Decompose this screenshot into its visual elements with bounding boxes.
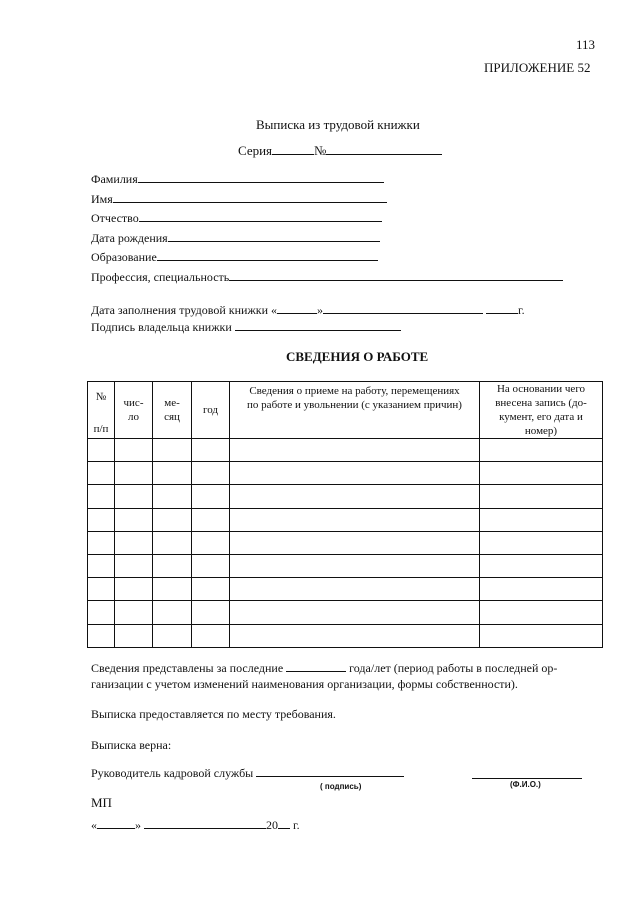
series-field[interactable] xyxy=(272,154,314,155)
owner-signature-field[interactable] xyxy=(235,330,401,331)
correct-statement: Выписка верна: xyxy=(91,738,172,752)
cell-number[interactable] xyxy=(88,554,115,577)
page-number: 113 xyxy=(576,37,596,52)
birth-date-field[interactable] xyxy=(168,241,380,242)
cell-year[interactable] xyxy=(192,578,230,601)
surname-label: Фамилия xyxy=(91,172,138,186)
profession-field[interactable] xyxy=(229,280,563,281)
period-text-middle: года/лет (период работы в последней ор- xyxy=(349,661,558,675)
col-day-label: чис- ло xyxy=(123,397,144,423)
cell-month[interactable] xyxy=(153,531,192,554)
fill-date-row xyxy=(91,303,525,318)
table-row xyxy=(88,485,603,508)
cell-year[interactable] xyxy=(192,554,230,577)
period-line-2: ганизации с учетом изменений наименования организации, формы собственности). xyxy=(91,677,518,691)
fill-date-year-suffix: г. xyxy=(518,303,525,317)
sign-date-month-field[interactable] xyxy=(144,828,266,829)
cell-day[interactable] xyxy=(115,601,153,624)
education-label: Образование xyxy=(91,250,157,264)
cell-year[interactable] xyxy=(192,531,230,554)
col-month-label: ме- сяц xyxy=(164,397,180,423)
sign-date-close-quote: » xyxy=(135,818,141,832)
profession-row xyxy=(91,270,563,285)
cell-basis[interactable] xyxy=(480,485,603,508)
sign-date-day-field[interactable] xyxy=(97,828,135,829)
table-row xyxy=(88,601,603,624)
cell-basis[interactable] xyxy=(480,601,603,624)
surname-field[interactable] xyxy=(138,182,384,183)
table-row xyxy=(88,531,603,554)
work-section-title: СВЕДЕНИЯ О РАБОТЕ xyxy=(286,349,429,364)
cell-day[interactable] xyxy=(115,554,153,577)
col-number-label: № xyxy=(95,391,107,403)
hr-signature-field[interactable] xyxy=(256,776,404,777)
cell-month[interactable] xyxy=(153,554,192,577)
cell-month[interactable] xyxy=(153,485,192,508)
cell-year[interactable] xyxy=(192,508,230,531)
fill-date-label: Дата заполнения трудовой книжки « xyxy=(91,303,277,317)
period-line-1 xyxy=(91,661,557,676)
patronymic-label: Отчество xyxy=(91,211,139,225)
cell-info[interactable] xyxy=(230,485,480,508)
cell-month[interactable] xyxy=(153,439,192,462)
cell-info[interactable] xyxy=(230,601,480,624)
cell-day[interactable] xyxy=(115,485,153,508)
cell-year[interactable] xyxy=(192,439,230,462)
fill-date-close-quote: » xyxy=(317,303,323,317)
series-number-line xyxy=(238,143,442,159)
sign-date-year-suffix: г. xyxy=(293,818,300,832)
table-row xyxy=(88,508,603,531)
col-year-header xyxy=(192,382,230,439)
cell-day[interactable] xyxy=(115,578,153,601)
cell-day[interactable] xyxy=(115,508,153,531)
sign-date-open-quote: « xyxy=(91,818,97,832)
col-day-header xyxy=(115,382,153,439)
cell-info[interactable] xyxy=(230,508,480,531)
cell-number[interactable] xyxy=(88,601,115,624)
work-history-body xyxy=(88,439,603,648)
surname-row xyxy=(91,172,384,187)
cell-info[interactable] xyxy=(230,554,480,577)
cell-basis[interactable] xyxy=(480,439,603,462)
cell-info[interactable] xyxy=(230,462,480,485)
col-month-header xyxy=(153,382,192,439)
cell-month[interactable] xyxy=(153,601,192,624)
table-header-row xyxy=(88,382,603,439)
name-label: Имя xyxy=(91,192,113,206)
cell-day[interactable] xyxy=(115,462,153,485)
cell-number[interactable] xyxy=(88,578,115,601)
cell-month[interactable] xyxy=(153,508,192,531)
cell-number[interactable] xyxy=(88,439,115,462)
birth-date-row xyxy=(91,231,380,246)
cell-day[interactable] xyxy=(115,624,153,647)
cell-basis[interactable] xyxy=(480,531,603,554)
education-field[interactable] xyxy=(157,260,378,261)
col-info-header xyxy=(230,382,480,439)
hr-head-row xyxy=(91,766,404,781)
cell-day[interactable] xyxy=(115,439,153,462)
on-demand-note: Выписка предоставляется по месту требования. xyxy=(91,707,336,721)
education-row xyxy=(91,250,378,265)
hr-fio-field[interactable] xyxy=(472,764,582,779)
cell-year[interactable] xyxy=(192,624,230,647)
fill-date-month-field[interactable] xyxy=(323,313,483,314)
patronymic-field[interactable] xyxy=(139,221,382,222)
col-number-header xyxy=(88,382,115,439)
name-row xyxy=(91,192,387,207)
cell-info[interactable] xyxy=(230,531,480,554)
fill-date-year-field[interactable] xyxy=(486,313,518,314)
profession-label: Профессия, специальность xyxy=(91,270,230,284)
patronymic-row xyxy=(91,211,382,226)
cell-day[interactable] xyxy=(115,531,153,554)
sign-date-year-field[interactable] xyxy=(278,828,290,829)
document-title: Выписка из трудовой книжки xyxy=(256,117,420,132)
cell-year[interactable] xyxy=(192,601,230,624)
cell-basis[interactable] xyxy=(480,578,603,601)
series-label: Серия xyxy=(238,143,273,158)
col-basis-header xyxy=(480,382,603,439)
cell-number[interactable] xyxy=(88,485,115,508)
cell-info[interactable] xyxy=(230,624,480,647)
number-field[interactable] xyxy=(326,154,442,155)
table-row xyxy=(88,554,603,577)
cell-basis[interactable] xyxy=(480,462,603,485)
sign-date-year-prefix: 20 xyxy=(266,818,278,832)
table-row xyxy=(88,624,603,647)
cell-month[interactable] xyxy=(153,462,192,485)
cell-month[interactable] xyxy=(153,578,192,601)
name-field[interactable] xyxy=(113,202,387,203)
period-text-start: Сведения представлены за последние xyxy=(91,661,284,675)
cell-info[interactable] xyxy=(230,578,480,601)
sign-date-row xyxy=(91,818,300,833)
signature-caption: ( подпись) xyxy=(320,782,362,791)
fill-date-day-field[interactable] xyxy=(277,313,317,314)
col-year-label: год xyxy=(202,404,219,416)
cell-number[interactable] xyxy=(88,531,115,554)
col-basis-label: На основании чего внесена запись (до- кумент, его дата и номер) xyxy=(495,383,587,437)
col-number-sublabel: п/п xyxy=(93,423,109,435)
col-info-label: Сведения о приеме на работу, перемещениях по работе и увольнении (с указанием причин) xyxy=(247,385,462,411)
cell-year[interactable] xyxy=(192,462,230,485)
stamp-label: МП xyxy=(91,795,112,810)
cell-number[interactable] xyxy=(88,508,115,531)
table-row xyxy=(88,578,603,601)
owner-signature-label: Подпись владельца книжки xyxy=(91,320,232,334)
cell-basis[interactable] xyxy=(480,624,603,647)
period-years-field[interactable] xyxy=(286,671,346,672)
cell-number[interactable] xyxy=(88,462,115,485)
table-row xyxy=(88,439,603,462)
owner-signature-row xyxy=(91,320,401,335)
hr-head-label: Руководитель кадровой службы xyxy=(91,766,254,780)
cell-year[interactable] xyxy=(192,485,230,508)
number-label: № xyxy=(314,143,327,158)
cell-basis[interactable] xyxy=(480,508,603,531)
cell-basis[interactable] xyxy=(480,554,603,577)
fio-caption: (Ф.И.О.) xyxy=(510,780,541,789)
cell-info[interactable] xyxy=(230,439,480,462)
cell-month[interactable] xyxy=(153,624,192,647)
cell-number[interactable] xyxy=(88,624,115,647)
table-row xyxy=(88,462,603,485)
birth-date-label: Дата рождения xyxy=(91,231,168,245)
appendix-label: ПРИЛОЖЕНИЕ 52 xyxy=(484,60,591,75)
work-history-table xyxy=(87,381,603,648)
